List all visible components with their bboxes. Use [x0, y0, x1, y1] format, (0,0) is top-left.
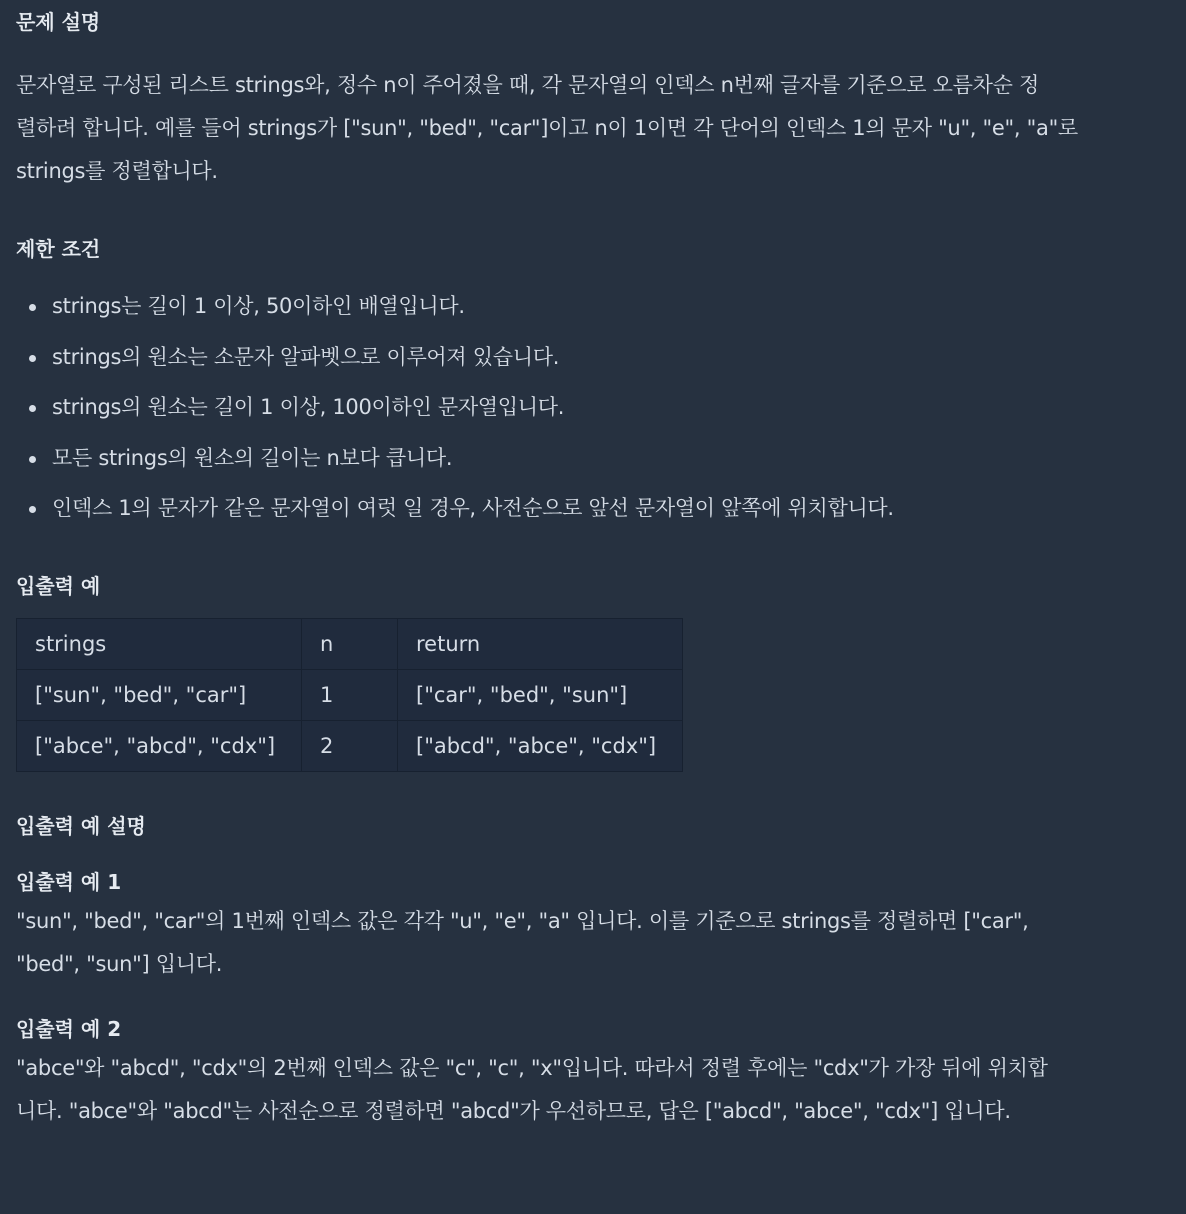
constraint-item — [52, 483, 1170, 534]
cell-return: ["abcd", "abce", "cdx"] — [398, 720, 683, 771]
description-text — [16, 64, 1170, 193]
io-table — [16, 618, 683, 772]
cell-n: 2 — [302, 720, 398, 771]
example2-text — [16, 1047, 1170, 1133]
cell-strings: ["sun", "bed", "car"] — [17, 669, 302, 720]
cell-n: 1 — [302, 669, 398, 720]
bullet-icon — [29, 506, 36, 513]
example2-heading: 입출력 예 2 — [16, 1016, 122, 1041]
constraint-text: 모든 strings의 원소의 길이는 n보다 큽니다. — [52, 445, 453, 470]
constraint-item — [52, 332, 1170, 383]
constraint-item — [52, 382, 1170, 433]
constraint-item — [52, 281, 1170, 332]
example2-line: "abce"와 "abcd", "cdx"의 2번째 인덱스 값은 "c", "c", "x"입니다. 따라서 정렬 후에는 "cdx"가 가장 뒤에 위치합 — [16, 1055, 1048, 1080]
cell-strings: ["abce", "abcd", "cdx"] — [17, 720, 302, 771]
bullet-icon — [29, 456, 36, 463]
description-line: strings를 정렬합니다. — [16, 159, 218, 183]
table-header-row — [17, 618, 683, 669]
constraints-heading: 제한 조건 — [16, 237, 101, 261]
header-return: return — [398, 618, 683, 669]
constraint-text: strings의 원소는 길이 1 이상, 100이하인 문자열입니다. — [52, 395, 565, 419]
example1-line: "sun", "bed", "car"의 1번째 인덱스 값은 각각 "u", "e", "a" 입니다. 이를 기준으로 strings를 정렬하면 ["car", — [16, 908, 1029, 933]
constraint-text: strings는 길이 1 이상, 50이하인 배열입니다. — [52, 294, 465, 318]
example1-line: "bed", "sun"] 입니다. — [16, 951, 223, 976]
constraint-item — [52, 433, 1170, 484]
constraint-text: 인덱스 1의 문자가 같은 문자열이 여럿 일 경우, 사전순으로 앞선 문자열이 앞쪽에 위치합니다. — [52, 496, 894, 520]
description-line: 문자열로 구성된 리스트 strings와, 정수 n이 주어졌을 때, 각 문자열의 인덱스 n번째 글자를 기준으로 오름차순 정 — [16, 73, 1039, 97]
bullet-icon — [29, 355, 36, 362]
description-heading: 문제 설명 — [16, 10, 101, 34]
table-row — [17, 669, 683, 720]
io-description-heading: 입출력 예 설명 — [16, 813, 146, 838]
constraint-text: strings의 원소는 소문자 알파벳으로 이루어져 있습니다. — [52, 344, 560, 369]
header-n: n — [302, 618, 398, 669]
io-heading: 입출력 예 — [16, 573, 101, 598]
bullet-icon — [29, 304, 36, 311]
description-line: 렬하려 합니다. 예를 들어 strings가 ["sun", "bed", "car"]이고 n이 1이면 각 단어의 인덱스 1의 문자 "u", "e", "a"로 — [16, 116, 1078, 140]
example2-line: 니다. "abce"와 "abcd"는 사전순으로 정렬하면 "abcd"가 우선하므로, 답은 ["abcd", "abce", "cdx"] 입니다. — [16, 1098, 1011, 1123]
example1-heading: 입출력 예 1 — [16, 869, 122, 894]
table-row — [17, 720, 683, 771]
constraints-list — [16, 281, 1170, 534]
bullet-icon — [29, 405, 36, 412]
example1-text — [16, 900, 1170, 986]
cell-return: ["car", "bed", "sun"] — [398, 669, 683, 720]
header-strings: strings — [17, 618, 302, 669]
